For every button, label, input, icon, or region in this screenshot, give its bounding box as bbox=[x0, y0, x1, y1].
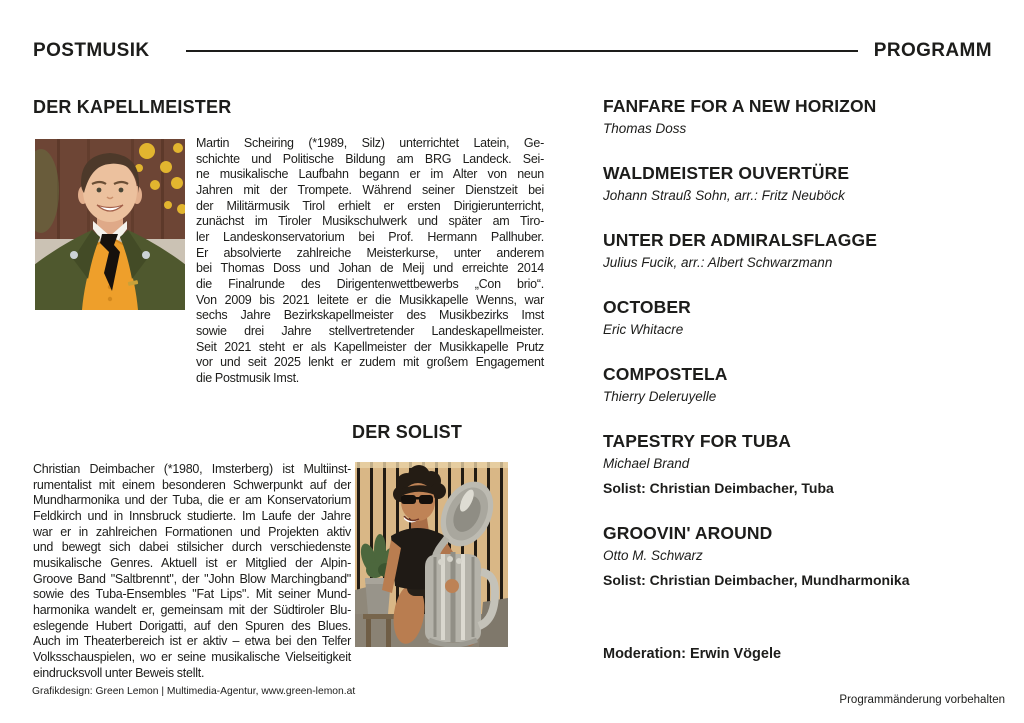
program-item bbox=[603, 162, 1009, 204]
bio-line: Jahren mit der Trompete. Während seiner Dienstzeit bei bbox=[196, 182, 544, 197]
bio-line: Martin Scheiring (*1989, Silz) unterrichtet Latein, Ge- bbox=[196, 136, 544, 150]
program-item bbox=[603, 522, 1009, 589]
bio-line: bei Thomas Doss und Johan de Meij und erreichte 2014 bbox=[196, 261, 544, 276]
bio-line: die Finalrunde des Dirigentenwettbewerbs „Con brio“. bbox=[196, 276, 544, 291]
bio-line: musikalische Genres. Aktuell ist er Mitglied der Alpin- bbox=[33, 555, 351, 570]
piece-composer: Thierry Deleruyelle bbox=[603, 389, 717, 404]
bio-line: Seit 2021 steht er als Kapellmeister der Musikkapelle Prutz bbox=[196, 339, 544, 354]
solist-bio bbox=[33, 462, 351, 681]
bio-line: Auch im Theaterbereich ist er aktiv – etwa bei den Telfer bbox=[33, 634, 351, 649]
solist-heading: DER SOLIST bbox=[352, 422, 463, 442]
program-item bbox=[603, 95, 1009, 137]
piece-title: GROOVIN' AROUND bbox=[603, 523, 773, 543]
program-item bbox=[603, 363, 1009, 405]
header-rule bbox=[186, 50, 858, 52]
bio-line: Volksschauspielen, wo er seine musikalische Vielseitigkeit bbox=[33, 649, 351, 664]
bio-line: Feldkirch und in Innsbruck studierte. Im Laufe der Jahre bbox=[33, 508, 351, 523]
bio-line: die Postmusik Imst. bbox=[196, 370, 300, 385]
bio-line: und bewegt sich dabei stilsicher durch verschiedenste bbox=[33, 540, 351, 555]
bio-line: eindrucksvoll unter Beweis stellt. bbox=[33, 665, 205, 680]
piece-solist-line: Solist: Christian Deimbacher, Tuba bbox=[603, 480, 834, 496]
piece-composer: Julius Fucik, arr.: Albert Schwarzmann bbox=[603, 255, 833, 270]
piece-composer: Thomas Doss bbox=[603, 121, 687, 136]
bio-line: harmonika wandelt er, gemeinsam mit der Südtiroler Blu- bbox=[33, 602, 351, 617]
program-item bbox=[603, 296, 1009, 338]
piece-composer: Eric Whitacre bbox=[603, 322, 684, 337]
bio-line: ne musikalische Laufbahn begann er im Alter von neun bbox=[196, 167, 544, 182]
kapellmeister-photo bbox=[35, 139, 185, 310]
bio-line: der Militärmusik Tirol erhielt er ersten Dirigierunterricht, bbox=[196, 198, 544, 213]
postmusik-label: POSTMUSIK bbox=[33, 40, 150, 61]
bio-line: Groove Band "Saltbrennt", der "John Blow Marchingband" bbox=[33, 571, 351, 586]
bio-line: rumentalist mit einem besonderen Schwerpunkt auf der bbox=[33, 477, 351, 492]
bio-line: zunächst im Tiroler Musikschulwerk und später am Tiro- bbox=[196, 214, 544, 229]
bio-line: Er absolvierte zahlreiche Meisterkurse, unter anderem bbox=[196, 245, 544, 260]
piece-title: FANFARE FOR A NEW HORIZON bbox=[603, 96, 877, 116]
bio-line: vor und seit 2025 lenkt er zudem mit großem Engagement bbox=[196, 355, 544, 370]
program-column bbox=[603, 95, 1009, 662]
program-list bbox=[603, 95, 1009, 589]
bio-line: sechs Jahre Bezirkskapellmeister des Musikbezirks Imst bbox=[196, 308, 544, 323]
bio-line: Von 2009 bis 2021 leitete er die Musikkapelle Wenns, war bbox=[196, 292, 544, 307]
program-item bbox=[603, 229, 1009, 271]
piece-composer: Michael Brand bbox=[603, 456, 690, 471]
piece-solist-line: Solist: Christian Deimbacher, Mundharmonika bbox=[603, 572, 910, 588]
program-change-note: Programmänderung vorbehalten bbox=[839, 694, 1005, 706]
piece-composer: Johann Strauß Sohn, arr.: Fritz Neuböck bbox=[603, 188, 845, 203]
design-credit: Grafikdesign: Green Lemon | Multimedia-Agentur, www.green-lemon.at bbox=[32, 686, 356, 697]
bio-line: Mundharmonika und der Tuba, die er am Konservatorium bbox=[33, 493, 351, 508]
kapellmeister-bio bbox=[196, 136, 544, 387]
piece-title: WALDMEISTER OUVERTÜRE bbox=[603, 163, 850, 183]
bio-line: sowie des Tuba-Ensembles "Fat Lips". Mit seiner Mund- bbox=[33, 587, 351, 602]
moderation-line: Moderation: Erwin Vögele bbox=[603, 646, 782, 662]
bio-line: war er in zahlreichen Formationen und Projekten aktiv bbox=[33, 524, 351, 539]
program-item bbox=[603, 430, 1009, 497]
piece-title: TAPESTRY FOR TUBA bbox=[603, 431, 792, 451]
solist-photo bbox=[355, 462, 508, 647]
piece-title: COMPOSTELA bbox=[603, 364, 728, 384]
bio-line: eslegende Hubert Dorigatti, auf den Spuren des Blues. bbox=[33, 618, 351, 633]
piece-title: UNTER DER ADMIRALSFLAGGE bbox=[603, 230, 877, 250]
piece-title: OCTOBER bbox=[603, 297, 691, 317]
bio-line: schichte und Politische Bildung am BRG Landeck. Sei- bbox=[196, 151, 544, 166]
bio-line: ler Landeskonservatorium bei Prof. Hermann Pallhuber. bbox=[196, 229, 544, 244]
bio-line: sowie drei Jahre stellvertretender Landeskapellmeister. bbox=[196, 323, 544, 338]
programm-label: PROGRAMM bbox=[873, 40, 992, 61]
bio-line: Christian Deimbacher (*1980, Imsterberg) ist Multiinst- bbox=[33, 462, 351, 476]
kapellmeister-heading: DER KAPELLMEISTER bbox=[33, 97, 232, 117]
piece-composer: Otto M. Schwarz bbox=[603, 548, 703, 563]
